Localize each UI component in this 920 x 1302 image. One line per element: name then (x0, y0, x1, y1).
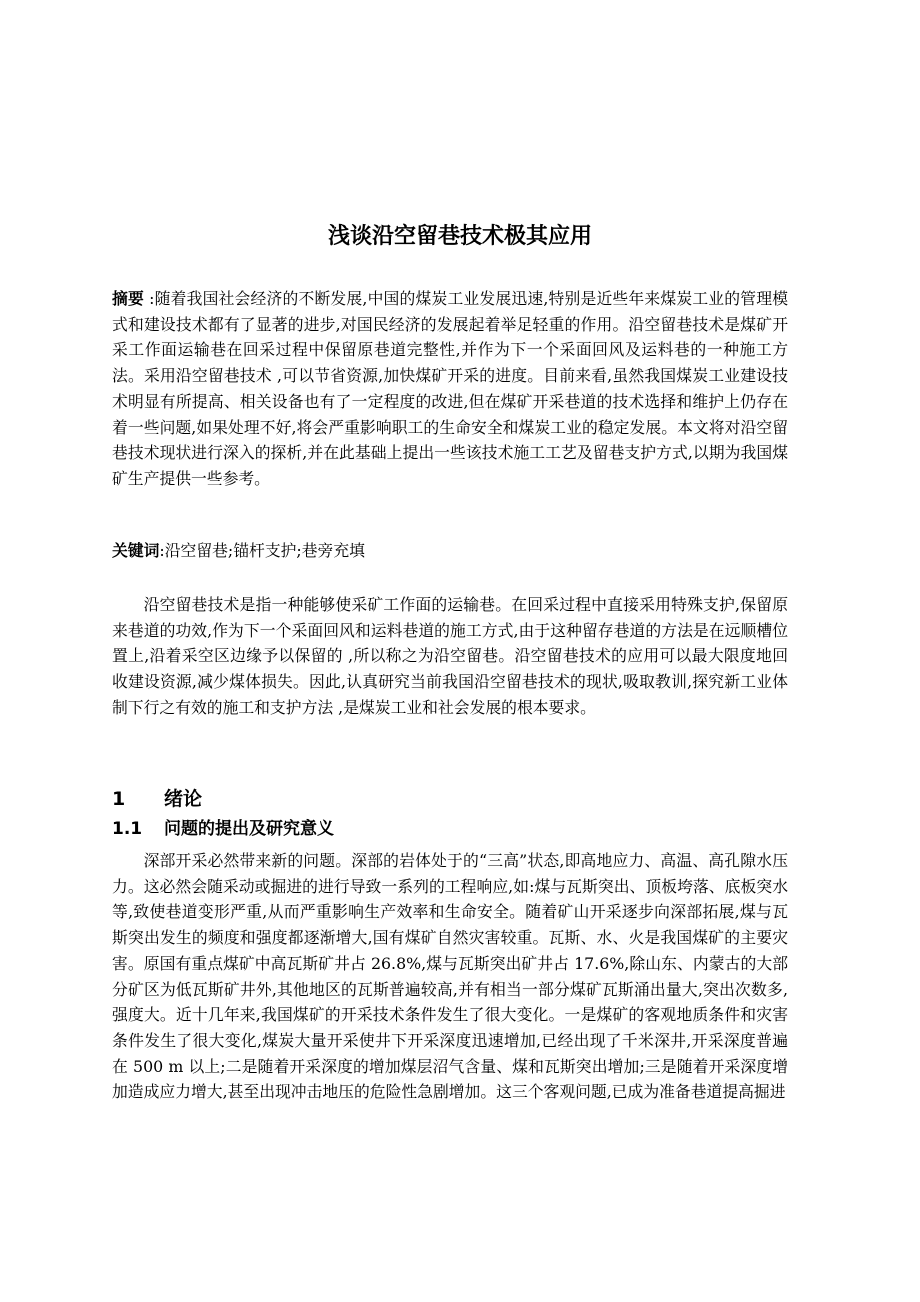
keywords-line (112, 538, 788, 564)
section-heading-1 (112, 786, 202, 812)
subsection-title: 问题的提出及研究意义 (164, 819, 334, 839)
intro-paragraph: 沿空留巷技术是指一种能够使采矿工作面的运输巷。在回采过程中直接采用特殊支护,保留原来巷道的功效,作为下一个采面回风和运料巷道的施工方式,由于这种留存巷道的方法是在远顺槽位置上,沿着采空区边缘予以保留的 ,所以称之为沿空留巷。沿空留巷技术的应用可以最大限度地回收建设资源,减少煤体损失。因此,认真研究当前我国沿空留巷技术的现状,吸取教训,探究新工业体制下行之有效的施工和支护方法 ,是煤炭工业和社会发展的根本要求。 (112, 595, 788, 717)
abstract-text: :随着我国社会经济的不断发展,中国的煤炭工业发展迅速,特别是近些年来煤炭工业的管理模式和建设技术都有了显著的进步,对国民经济的发展起着举足轻重的作用。沿空留巷技术是煤矿开采工作面运输巷在回采过程中保留原巷道完整性,并作为下一个采面回风及运料巷的一种施工方法。采用沿空留巷技术 ,可以节省资源,加快煤矿开采的进度。目前来看,虽然我国煤炭工业建设技术明显有所提高、相关设备也有了一定程度的改进,但在煤矿开采巷道的技术选择和维护上仍存在着一些问题,如果处理不好,将会严重影响职工的生命安全和煤炭工业的稳定发展。本文将对沿空留巷技术现状进行深入的探析,并在此基础上提出一些该技术施工工艺及留巷支护方式,以期为我国煤矿生产提供一些参考。 (112, 289, 788, 488)
abstract-label: 摘要 (112, 289, 144, 308)
section-title: 绪论 (164, 788, 203, 810)
section-heading-1-1 (112, 817, 334, 841)
body-paragraph: 深部开采必然带来新的问题。深部的岩体处于的“三高”状态,即高地应力、高温、高孔隙水压力。这必然会随采动或掘进的进行导致一系列的工程响应,如:煤与瓦斯突出、顶板垮落、底板突水等,致使巷道变形严重,从而严重影响生产效率和生命安全。随着矿山开采逐步向深部拓展,煤与瓦斯突出发生的频度和强度都逐渐增大,国有煤矿自然灾害较重。瓦斯、水、火是我国煤矿的主要灾害。原国有重点煤矿中高瓦斯矿井占 26.8%,煤与瓦斯突出矿井占 17.6%,除山东、内蒙古的大部分矿区为低瓦斯矿井外,其他地区的瓦斯普遍较高,并有相当一部分煤矿瓦斯涌出量大,突出次数多,强度大。近十几年来,我国煤矿的开采技术条件发生了很大变化。一是煤矿的客观地质条件和灾害条件发生了很大变化,煤炭大量开采使井下开采深度迅速增加,已经出现了千米深井,开采深度普遍在 500 m 以上;二是随着开采深度的增加煤层沼气含量、煤和瓦斯突出增加;三是随着开采深度增加造成应力增大,甚至出现冲击地压的危险性急剧增加。这三个客观问题,已成为准备巷道提高掘进 (112, 851, 788, 1102)
keywords-text: :沿空留巷;锚杆支护;巷旁充填 (159, 541, 365, 560)
page-title: 浅谈沿空留巷技术极其应用 (327, 224, 592, 249)
abstract-paragraph (112, 286, 788, 492)
keywords-label: 关键词 (112, 541, 160, 560)
subsection-number: 1.1 (112, 819, 143, 839)
section-number: 1 (112, 788, 126, 810)
